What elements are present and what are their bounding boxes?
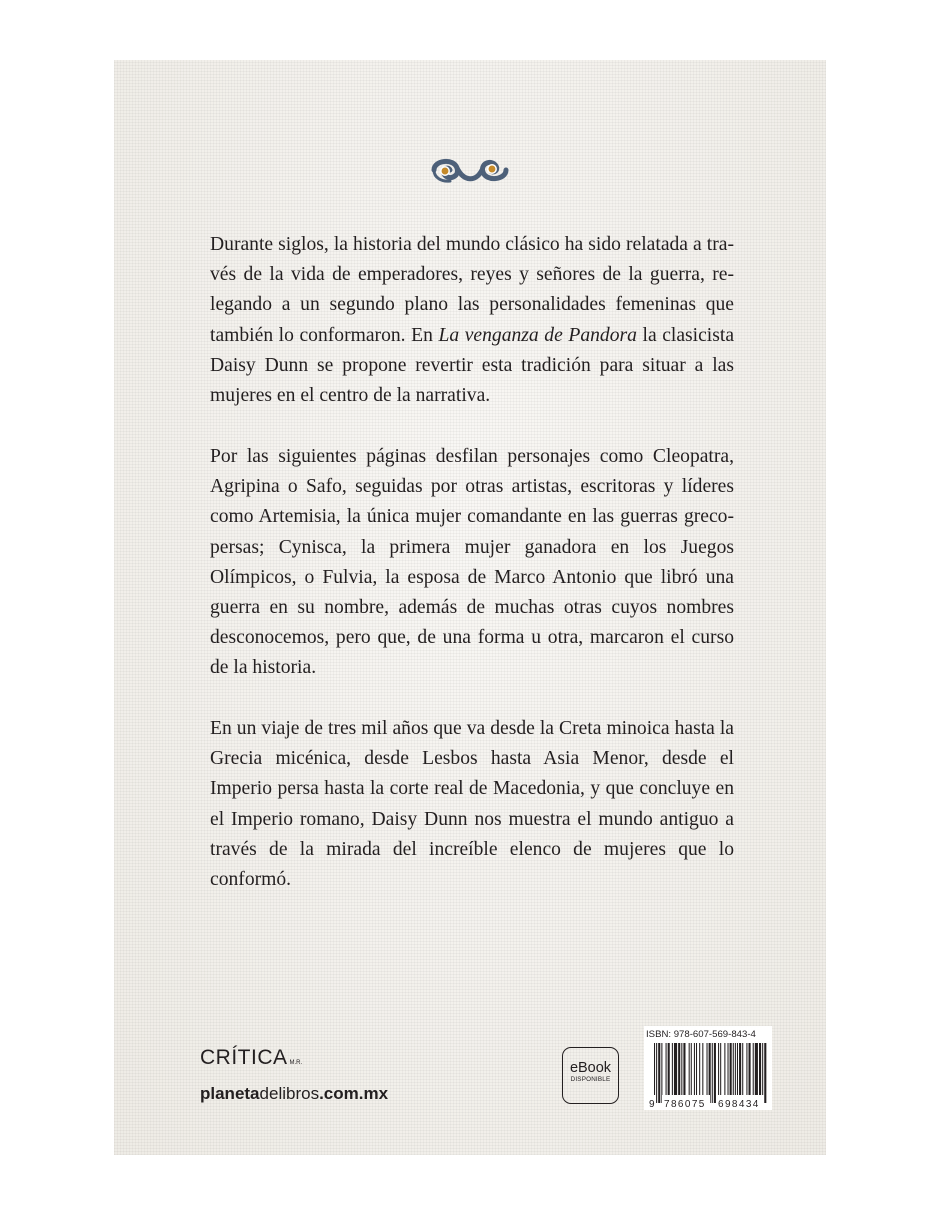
book-title: La venganza de Pandora [438,324,637,346]
ebook-badge [562,1047,619,1104]
barcode [644,1026,772,1110]
registered-mark: M.R. [289,1060,303,1066]
publisher-name: CRÍTICA [200,1046,288,1069]
barcode-digit-first: 9 [649,1099,655,1110]
barcode-bars [644,1043,772,1110]
publisher-logo [200,1046,302,1070]
blurb-paragraph-3: En un viaje de tres mil años que va desde la Creta minoica hasta la Grecia micénica, desde Lesbos hasta Asia Menor, desde el Imperio persa hasta la corte real de Macedonia, y que concluye en el Imperio romano, Daisy Dunn nos muestra el mundo antiguo a través de la mirada del increíble elenco de mujeres que lo conformó. [210,718,734,891]
back-cover [114,60,826,1155]
spiral-ornament-icon [424,148,516,192]
publisher-website [200,1084,388,1104]
ebook-sublabel: DISPONIBLE [570,1076,611,1083]
website-part-1: planeta [200,1084,260,1103]
website-part-2: delibros [259,1084,320,1103]
blurb-paragraph-1 [210,230,734,411]
website-part-3: .com.mx [319,1084,389,1103]
blurb-p1-text-after: la clasicista Daisy Dunn se propone revertir esta tradición para situar a las mujeres en el centro de la narrativa. [210,324,735,407]
blurb-paragraph-2: Por las siguientes páginas desfilan personajes como Cleopatra, Agripina o Safo, seguidas por otras artistas, escritoras y líderes como Artemisia, la única mujer comandante en las guerras greco-persas; Cynisca, la primera mujer ganadora en los Juegos Olímpicos, o Fulvia, la esposa de Marco Antonio que libró una guerra en su nombre, además de muchas otras cuyos nombres desconocemos, pero que, de una forma u otra, marcaron el curso de la historia. [210,446,734,679]
blurb-p1-text-before: Durante siglos, la historia del mundo clásico ha sido relatada a través de la vida de emperadores, reyes y señores de la guerra, relegando a un segundo plano las personalidades femeninas que también lo conformaron. En [210,234,734,346]
barcode-digits-right: 698434 [718,1099,760,1110]
ebook-label: eBook [569,1060,612,1076]
barcode-digits-left: 786075 [664,1099,706,1110]
isbn-label: ISBN: 978-607-569-843-4 [646,1029,756,1040]
